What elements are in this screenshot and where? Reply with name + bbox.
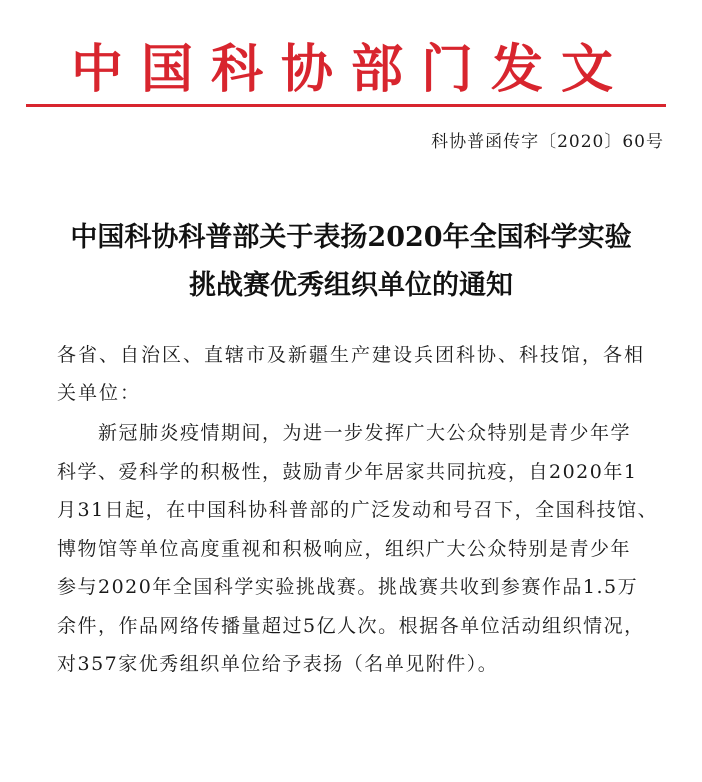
body-line: 月31日起，在中国科协科普部的广泛发动和号召下，全国科技馆、 bbox=[57, 499, 659, 521]
notice-title-line: 中国科协科普部关于表扬2020年全国科学实验 bbox=[70, 222, 632, 253]
body-line: 余件，作品网络传播量超过5亿人次。根据各单位活动组织情况， bbox=[57, 614, 645, 637]
salutation-line: 关单位： bbox=[57, 382, 142, 404]
notice-title-line: 挑战赛优秀组织单位的通知 bbox=[189, 270, 513, 301]
salutation bbox=[57, 336, 647, 412]
salutation-line: 各省、自治区、直辖市及新疆生产建设兵团科协、科技馆，各相 bbox=[57, 344, 646, 366]
body-line: 参与2020年全国科学实验挑战赛。挑战赛共收到参赛作品1.5万 bbox=[57, 576, 639, 598]
body-line: 博物馆等单位高度重视和积极响应，组织广大公众特别是青少年 bbox=[57, 537, 632, 560]
body-line: 对357家优秀组织单位给予表扬（名单见附件）。 bbox=[57, 653, 499, 675]
masthead-title: 中国科协部门发文 bbox=[70, 39, 631, 100]
notice-title bbox=[30, 214, 672, 310]
body-paragraph bbox=[57, 414, 659, 684]
masthead-divider bbox=[26, 104, 666, 107]
body-line: 新冠肺炎疫情期间，为进一步发挥广大公众特别是青少年学 bbox=[57, 422, 632, 444]
document-number: 科协普函传字〔2020〕60号 bbox=[431, 132, 664, 152]
body-line: 科学、爱科学的积极性，鼓励青少年居家共同抗疫，自2020年1 bbox=[57, 460, 638, 483]
